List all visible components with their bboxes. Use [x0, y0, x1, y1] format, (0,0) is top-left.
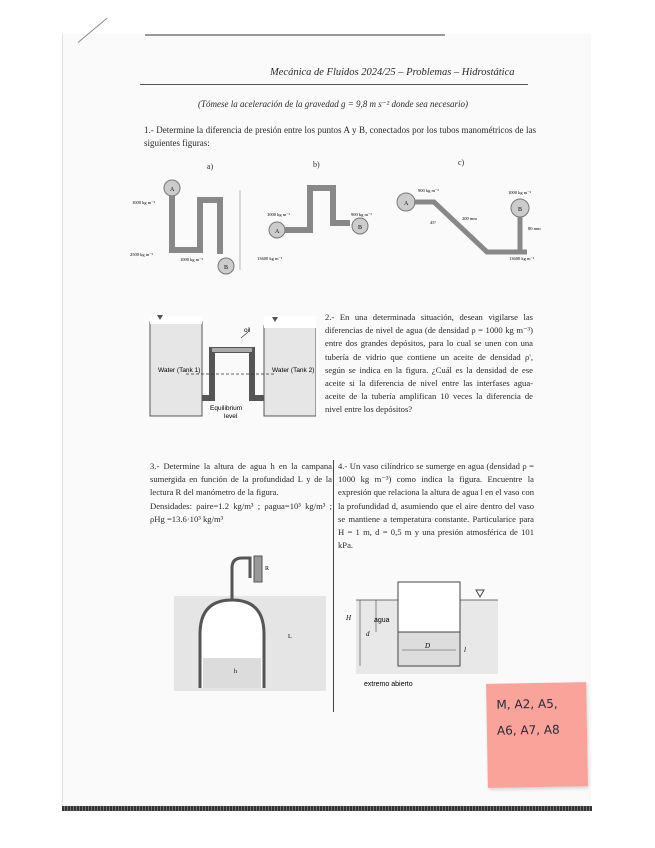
- fig-2-level: level: [224, 413, 238, 420]
- fig-4-extremo: extremo abierto: [364, 681, 413, 688]
- figure-1a: [130, 170, 255, 280]
- fig-a-label: a): [207, 162, 214, 171]
- gravity-note: (Tómese la aceleración de la gravedad g = 9,8 m s⁻² donde sea necesario): [198, 99, 468, 109]
- problem-1-text: 1.- Determine la diferencia de presión entre los puntos A y B, conectados por los tubos manométricos de las siguientes figuras:: [144, 125, 536, 148]
- fig-b-density-1: 1000 kg m⁻³: [267, 212, 290, 217]
- figure-4: [340, 580, 505, 695]
- fig-a-density-2: 2500 kg m⁻³: [130, 252, 153, 257]
- svg-text:A: A: [275, 229, 280, 235]
- svg-text:A: A: [404, 201, 409, 207]
- problem-4-text: 4.- Un vaso cilíndrico se sumerge en agua (densidad ρ = 1000 kg m⁻³) como indica la figura. Encuentre la expresión que relaciona la altura de agua l en el vaso con la profundidad d, asumiendo que el aire dentro del vaso se mantiene a temperatura constante. Particularice para H = 1 m, d = 0,5 m y una presión atmosférica de 101 kPa.: [338, 461, 534, 551]
- fig-4-d: d: [366, 630, 370, 638]
- fig-3-r: R: [265, 566, 270, 572]
- figure-1b: [255, 168, 380, 268]
- header-rule: [140, 84, 528, 85]
- fig-c-density-2: 1000 kg m⁻³: [508, 190, 531, 195]
- figure-3: [170, 548, 330, 693]
- svg-text:A: A: [170, 187, 175, 193]
- svg-text:B: B: [358, 225, 363, 231]
- fig-c-measure-2: 80 mm: [528, 226, 541, 231]
- svg-text:B: B: [518, 207, 523, 213]
- problem-3-text: [150, 460, 332, 526]
- fig-4-l: l: [464, 646, 466, 654]
- fig-c-label: c): [458, 158, 465, 167]
- fig-c-measure-1: 200 mm: [462, 216, 477, 221]
- fig-b-density-2: 900 kg m⁻³: [351, 212, 372, 217]
- page-header: Mecánica de Fluidos 2024/25 – Problemas – Hidrostática: [270, 67, 515, 78]
- sticky-note: [486, 682, 588, 788]
- fig-2-tank2: Water (Tank 2): [272, 367, 315, 374]
- problem-3-statement: 3.- Determine la altura de agua h en la campana sumergida en función de la profundidad L y de la lectura R del manómetro de la figura.: [150, 461, 332, 498]
- fig-b-label: b): [313, 160, 320, 169]
- fig-4-D: D: [425, 642, 431, 650]
- fig-2-oil: oil: [244, 327, 251, 334]
- fig-2-tank1: Water (Tank 1): [158, 367, 201, 374]
- figure-1c: [392, 178, 542, 266]
- fig-c-angle: 45°: [430, 220, 437, 225]
- fig-a-density-3: 1000 kg m⁻³: [180, 257, 203, 262]
- svg-text:B: B: [224, 265, 229, 271]
- top-edge: [145, 34, 445, 36]
- fig-b-density-3: 13600 kg m⁻³: [257, 256, 283, 261]
- problem-2-text: 2.- En una determinada situación, desean vigilarse las diferencias de nivel de agua (de densidad ρ = 1000 kg m⁻³) entre dos grandes depósitos, para lo cual se unen con una tubería de vidrio que contiene un aceite de densidad ρ', según se indica en la figura. ¿Cuál es la densidad de ese aceite si la diferencia de nivel entre las interfases agua-aceite de la tubería amplifican 10 veces la diferencia de nivel entre los depósitos?: [325, 312, 533, 415]
- fig-a-density-1: 1000 kg m⁻³: [132, 200, 155, 205]
- problem-3-densities: Densidades: ρaire=1.2 kg/m³ ; ρagua=10³ kg/m³ ; ρHg =13.6·10³ kg/m³: [150, 500, 332, 524]
- fig-c-density-3: 13600 kg m⁻³: [509, 256, 535, 261]
- sticky-line-1: M, A2, A5,: [496, 696, 558, 712]
- fig-3-h: h: [234, 669, 237, 675]
- fig-c-density-1: 900 kg m⁻³: [418, 188, 439, 193]
- bottom-edge: [62, 806, 592, 811]
- fig-3-l: L: [288, 634, 292, 640]
- figure-2: [146, 312, 316, 430]
- fig-4-H: H: [346, 614, 352, 622]
- fig-2-equilibrium: Equilibrium: [210, 405, 243, 412]
- column-divider: [333, 460, 334, 712]
- fig-4-agua: agua: [374, 617, 390, 624]
- sticky-line-2: A6, A7, A8: [496, 722, 560, 738]
